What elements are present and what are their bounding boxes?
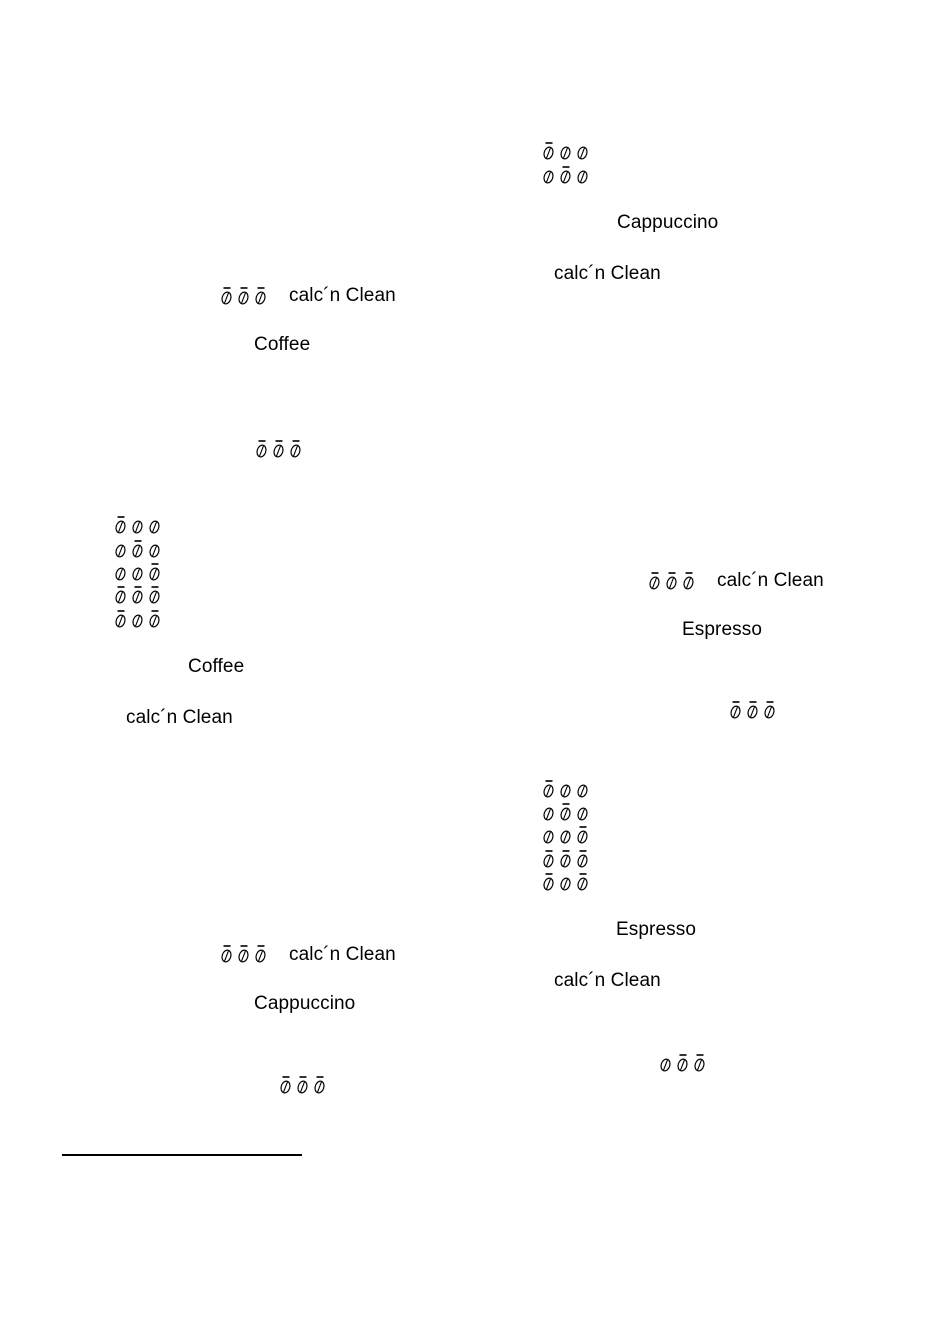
coffee-bean-strength-icon [113,563,128,581]
coffee-bean-strength-icon [681,572,696,590]
strength-indicator-100 [541,780,590,798]
coffee-bean-strength-icon [271,440,286,458]
strength-indicator-100 [113,516,162,534]
coffee-bean-strength-icon [728,701,743,719]
coffee-bean-strength-icon [664,572,679,590]
strength-indicator-010 [541,166,590,184]
cappuccino-label: Cappuccino [254,993,356,1014]
coffee-bean-strength-icon [254,440,269,458]
calc-clean-label: calc´n Clean [717,570,824,591]
coffee-label: Coffee [254,334,311,355]
coffee-bean-strength-icon [130,586,145,604]
coffee-bean-strength-icon [575,780,590,798]
coffee-bean-strength-icon [675,1054,690,1072]
coffee-bean-strength-icon [253,945,268,963]
calc-clean-label: calc´n Clean [289,944,396,965]
coffee-bean-strength-icon [541,142,556,160]
strength-indicator-111 [219,945,268,963]
coffee-bean-strength-icon [147,540,162,558]
coffee-bean-strength-icon [147,563,162,581]
coffee-bean-strength-icon [692,1054,707,1072]
coffee-bean-strength-icon [113,540,128,558]
coffee-bean-strength-icon [312,1076,327,1094]
coffee-bean-strength-icon [130,563,145,581]
coffee-bean-strength-icon [558,826,573,844]
coffee-bean-strength-icon [113,516,128,534]
coffee-bean-strength-icon [288,440,303,458]
calc-clean-label: calc´n Clean [126,707,233,728]
strength-indicator-111 [728,701,777,719]
coffee-bean-strength-icon [762,701,777,719]
coffee-bean-strength-icon [558,803,573,821]
coffee-bean-strength-icon [147,516,162,534]
strength-indicator-111 [254,440,303,458]
coffee-bean-strength-icon [541,850,556,868]
coffee-bean-strength-icon [130,540,145,558]
espresso-label: Espresso [616,919,697,940]
coffee-bean-strength-icon [541,780,556,798]
coffee-bean-strength-icon [541,166,556,184]
footnote-rule [62,1154,302,1156]
coffee-bean-strength-icon [575,142,590,160]
coffee-bean-strength-icon [558,780,573,798]
coffee-bean-strength-icon [236,287,251,305]
coffee-bean-strength-icon [113,610,128,628]
coffee-label: Coffee [188,656,245,677]
coffee-bean-strength-icon [575,166,590,184]
strength-indicator-001 [541,826,590,844]
coffee-bean-strength-icon [219,945,234,963]
calc-clean-label: calc´n Clean [554,970,661,991]
coffee-bean-strength-icon [541,803,556,821]
strength-indicator-101 [541,873,590,891]
strength-indicator-111 [278,1076,327,1094]
coffee-bean-strength-icon [558,850,573,868]
coffee-bean-strength-icon [558,142,573,160]
calc-clean-label: calc´n Clean [554,263,661,284]
coffee-bean-strength-icon [647,572,662,590]
coffee-bean-strength-icon [130,516,145,534]
coffee-bean-strength-icon [575,850,590,868]
coffee-bean-strength-icon [147,586,162,604]
coffee-bean-strength-icon [558,873,573,891]
cappuccino-label: Cappuccino [617,212,719,233]
coffee-bean-strength-icon [130,610,145,628]
coffee-bean-strength-icon [541,826,556,844]
strength-indicator-001 [113,563,162,581]
strength-indicator-111 [541,850,590,868]
strength-indicator-111 [113,586,162,604]
coffee-bean-strength-icon [253,287,268,305]
coffee-bean-strength-icon [558,166,573,184]
espresso-label: Espresso [682,619,763,640]
strength-indicator-111 [647,572,696,590]
coffee-bean-strength-icon [745,701,760,719]
strength-indicator-010 [541,803,590,821]
coffee-bean-strength-icon [575,803,590,821]
strength-indicator-010 [113,540,162,558]
strength-indicator-100 [541,142,590,160]
coffee-bean-strength-icon [113,586,128,604]
strength-indicator-111 [219,287,268,305]
coffee-bean-strength-icon [658,1054,673,1072]
coffee-bean-strength-icon [236,945,251,963]
coffee-bean-strength-icon [219,287,234,305]
strength-indicator-101 [113,610,162,628]
coffee-bean-strength-icon [575,826,590,844]
calc-clean-label: calc´n Clean [289,285,396,306]
strength-indicator-011 [658,1054,707,1072]
coffee-bean-strength-icon [147,610,162,628]
coffee-bean-strength-icon [278,1076,293,1094]
coffee-bean-strength-icon [541,873,556,891]
coffee-bean-strength-icon [575,873,590,891]
coffee-bean-strength-icon [295,1076,310,1094]
